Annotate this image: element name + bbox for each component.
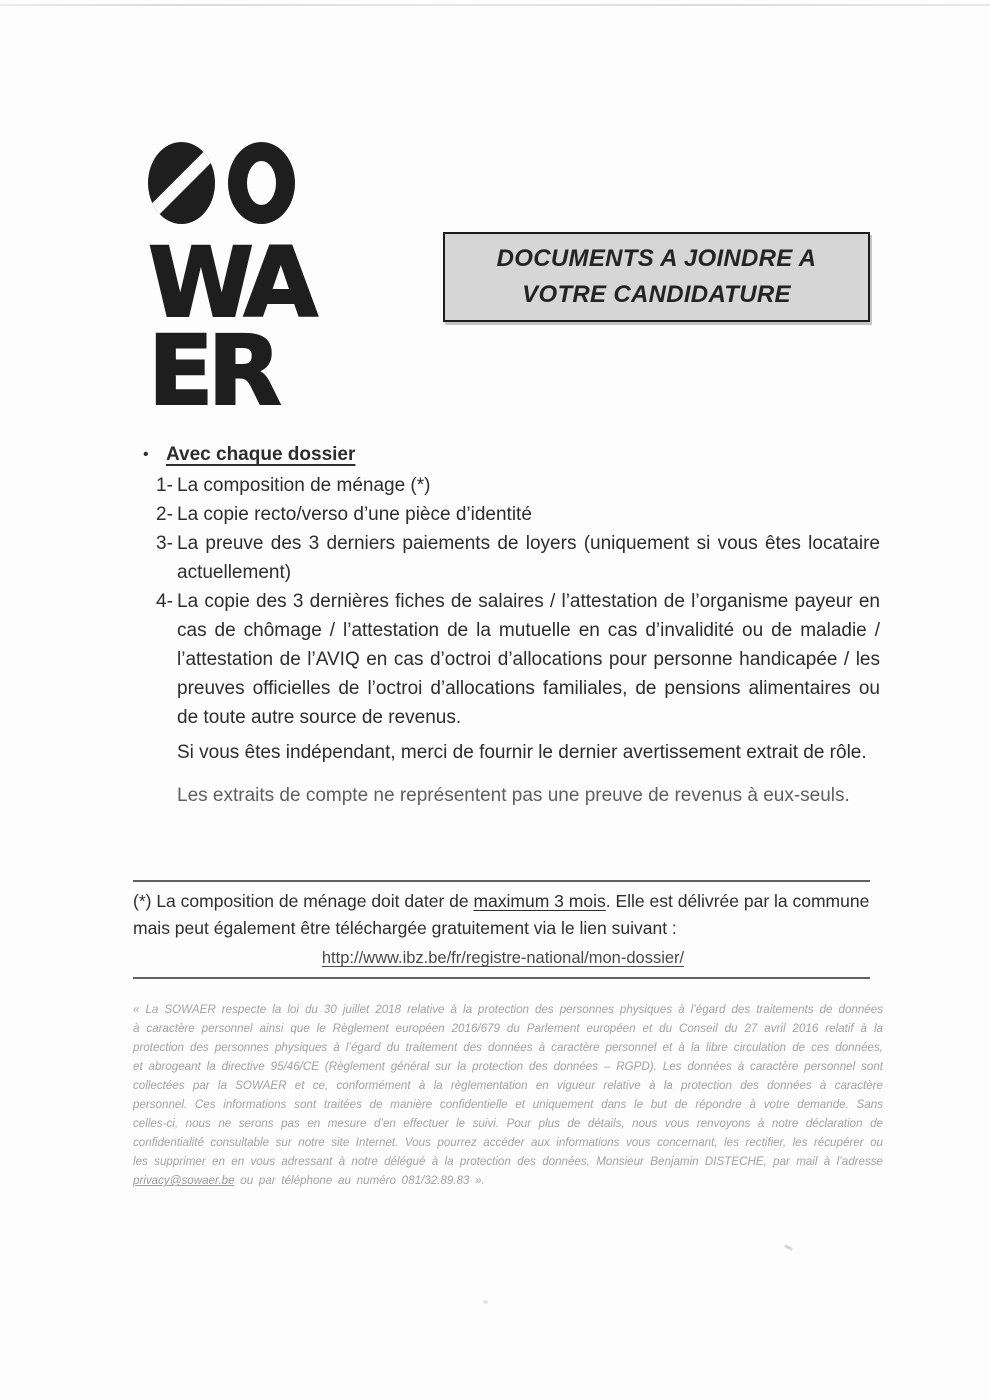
footnote-prefix: (*) La composition de ménage doit dater de	[133, 891, 474, 911]
footnote-text	[133, 888, 873, 942]
list-item-number: 3-	[156, 533, 173, 554]
logo-s-glyph-icon	[148, 142, 215, 224]
footnote-suffix: . Elle est délivrée par la commune mais peut également être téléchargée gratuitement via le lien suivant :	[133, 891, 870, 938]
independent-note-paragraph: Si vous êtes indépendant, merci de fournir le dernier avertissement extrait de rôle.	[177, 742, 867, 763]
logo-row-er: ER	[148, 315, 276, 427]
footnote-link-row	[133, 944, 873, 972]
list-item	[143, 587, 880, 732]
list-item	[143, 529, 880, 587]
sowaer-logo	[148, 142, 348, 427]
logo-o-glyph-icon	[228, 142, 295, 224]
divider-line	[133, 880, 870, 882]
list-item-text: La composition de ménage (*)	[177, 475, 431, 496]
scan-artifact	[784, 1244, 793, 1251]
document-title-line1: DOCUMENTS A JOINDRE A	[496, 245, 817, 272]
privacy-email-link[interactable]: privacy@sowaer.be	[133, 1174, 235, 1187]
required-documents-list	[143, 471, 880, 732]
list-item-number: 4-	[156, 591, 173, 612]
logo-row-wa: WA	[148, 227, 312, 339]
section-heading-row	[143, 440, 880, 470]
list-item	[143, 471, 880, 500]
registre-national-link[interactable]: http://www.ibz.be/fr/registre-national/mon-dossier/	[321, 949, 685, 967]
scan-artifact	[483, 1300, 488, 1304]
divider-line	[133, 977, 870, 979]
list-item	[143, 500, 880, 529]
scan-artifact-topline	[0, 4, 990, 6]
bullet-icon: •	[143, 446, 149, 463]
list-item-text: La copie des 3 dernières fiches de salaires / l’attestation de l’organisme payeur en cas de chômage / l’attestation de la mutuelle en cas d’invalidité ou de maladie / l’attestation de l’AVIQ en cas d’octroi d’allocations pour personne handicapée / les preuves officielles de l’octroi d’allocations familiales, de pensions alimentaires ou de toute autre source de revenus.	[177, 591, 880, 728]
footnote	[133, 888, 873, 972]
list-item-number: 2-	[156, 504, 173, 525]
list-item-text: La copie recto/verso d’une pièce d’identité	[177, 504, 532, 525]
privacy-legal-notice	[133, 1000, 883, 1190]
footnote-underlined-phrase: maximum 3 mois	[473, 891, 606, 911]
account-statements-paragraph: Les extraits de compte ne représentent pas une preuve de revenus à eux-seuls.	[177, 785, 850, 806]
document-title-line2: VOTRE CANDIDATURE	[522, 281, 791, 308]
legal-text-part1: « La SOWAER respecte la loi du 30 juillet 2018 relative à la protection des personnes physiques à l’égard des traitements de données à caractère personnel ainsi que le Règlement européen 2016/679 du Parlement européen et du Conseil du 27 avril 2016 relatif à la protection des personnes physiques à l’égard du traitement des données à caractère personnel et à la libre circulation de ces données, et abrogeant la directive 95/46/CE (Règlement général sur la protection des données – RGPD). Les données à caractère personnel sont collectées par la SOWAER et ce, conformément à la règlementation en vigueur relative à la protection des données à caractère personnel. Ces informations sont traitées de manière confidentielle et uniquement dans le but de répondre à votre demande. Sans celles-ci, nous ne serons pas en mesure d’en effectuer le suivi. Pour plus de détails, nous vous renvoyons à notre déclaration de confidentialité consultable sur notre site Internet. Vous pourrez accéder aux informations vous concernant, les rectifier, les récupérer ou les supprimer en en vous adressant à notre délégué à la protection des données, Monsieur Benjamin DISTECHE, par mail à l’adresse	[133, 1003, 883, 1168]
legal-text-part2: ou par téléphone au numéro 081/32.89.83 ».	[234, 1174, 485, 1187]
list-item-text: La preuve des 3 derniers paiements de loyers (uniquement si vous êtes locataire actuellement)	[177, 533, 880, 583]
document-title-box	[443, 232, 870, 322]
logo-row-so	[148, 142, 348, 226]
section-heading: Avec chaque dossier	[166, 444, 356, 465]
document-body	[143, 440, 880, 811]
list-item-number: 1-	[156, 475, 173, 496]
